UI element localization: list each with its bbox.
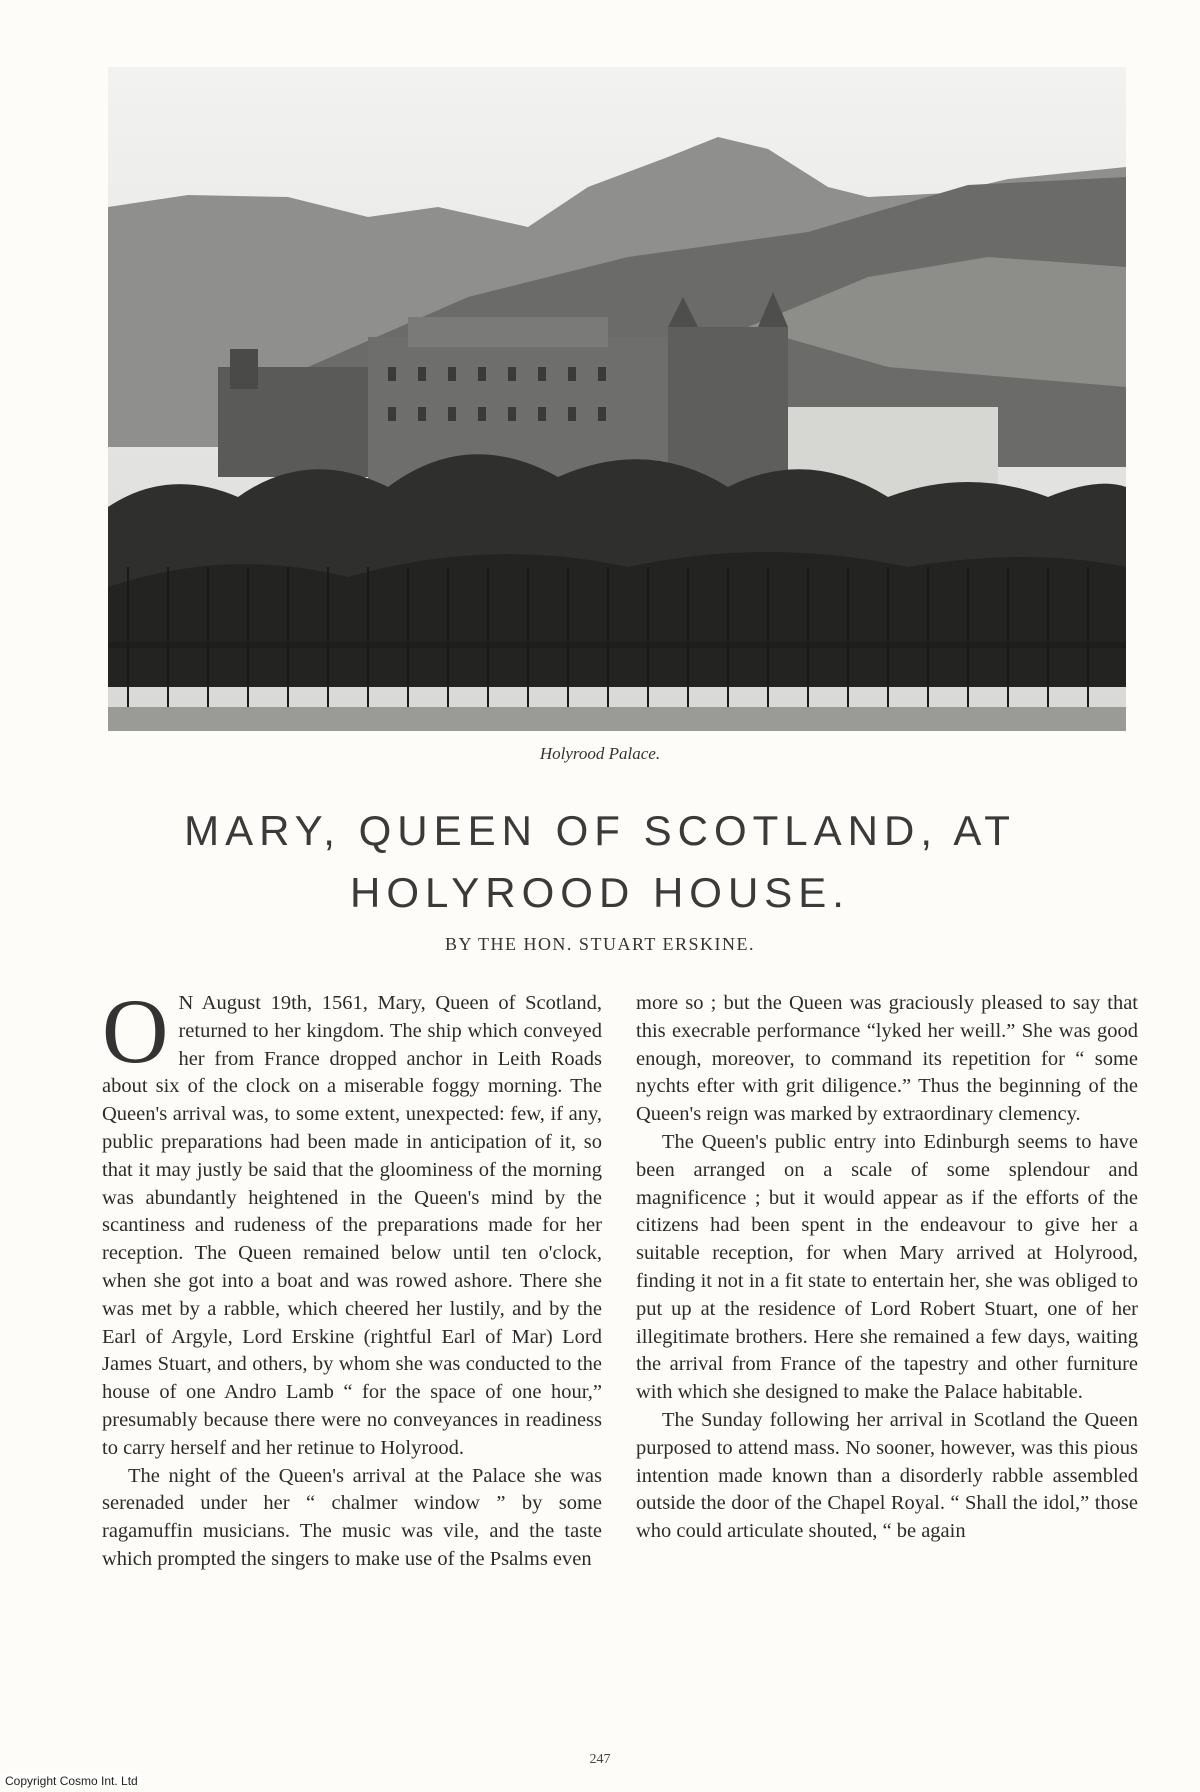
drop-cap: O: [102, 980, 169, 1082]
paragraph: O N August 19th, 1561, Mary, Queen of Scotland, returned to her kingdom. The ship which conveyed her from France dropped anchor in Leith Roads about six of the clock on a miserable foggy morning. The Queen's arrival was, to some extent, unexpected: few, if any, public preparations had been made in anticipation of it, so that it may justly be said that the gloominess of the morning was abundantly heightened in the Queen's mind by the scantiness and rudeness of the preparations made for her reception. The Queen remained below until ten o'clock, when she got into a boat and was rowed ashore. There she was met by a rabble, which cheered her lustily, and by the Earl of Argyle, Lord Erskine (rightful Earl of Mar) Lord James Stuart, and others, by whom she was conducted to the house of one Andro Lamb “ for the space of one hour,” presumably because there were no conveyances in readiness to carry herself and her retinue to Holyrood.: [102, 980, 602, 1459]
paragraph: more so ; but the Queen was graciously pleased to say that this execrable performance “lyked her weill.” She was good enough, moreover, to command its repetition for “ some nychts efter with grit diligence.” Thus the beginning of the Queen's reign was marked by extraordinary clemency.: [636, 992, 1138, 1126]
photo-caption: Holyrood Palace.: [539, 744, 661, 763]
page-number: 247: [589, 1752, 611, 1767]
paragraph: The Queen's public entry into Edinburgh seems to have been arranged on a scale of some splendour and magnificence ; but it would appear as if the efforts of the citizens had been spent in the endeavour to give her a suitable reception, for when Mary arrived at Holyrood, finding it not in a fit state to entertain her, she was obliged to put up at the residence of Lord Robert Stuart, one of her illegitimate brothers. Here she remained a few days, waiting the arrival from France of the tapestry and other furniture with which she designed to make the Palace habitable.: [636, 1130, 1138, 1404]
paragraph: The Sunday following her arrival in Scotland the Queen purposed to attend mass. No sooner, however, was this pious intention made known than a disorderly rabble assembled outside the door of the Chapel Royal. “ Shall the idol,” those who could articulate shouted, “ be again: [636, 1408, 1138, 1543]
holyrood-palace-photo: [108, 67, 1126, 731]
paragraph: The night of the Queen's arrival at the Palace she was serenaded under her “ chalmer window ” by some ragamuffin musicians. The music was vile, and the taste which prompted the singers to make use of the Psalms even: [102, 1464, 602, 1570]
article-title: MARY, QUEEN OF SCOTLAND, AT HOLYROOD HOUSE.: [184, 807, 1016, 916]
article-byline: BY THE HON. STUART ERSKINE.: [444, 934, 756, 954]
copyright-watermark: Copyright Cosmo Int. Ltd: [2, 1774, 141, 1788]
left-column: [102, 980, 602, 1574]
right-column: [636, 990, 1138, 1546]
photo-illustration: [108, 67, 1126, 731]
